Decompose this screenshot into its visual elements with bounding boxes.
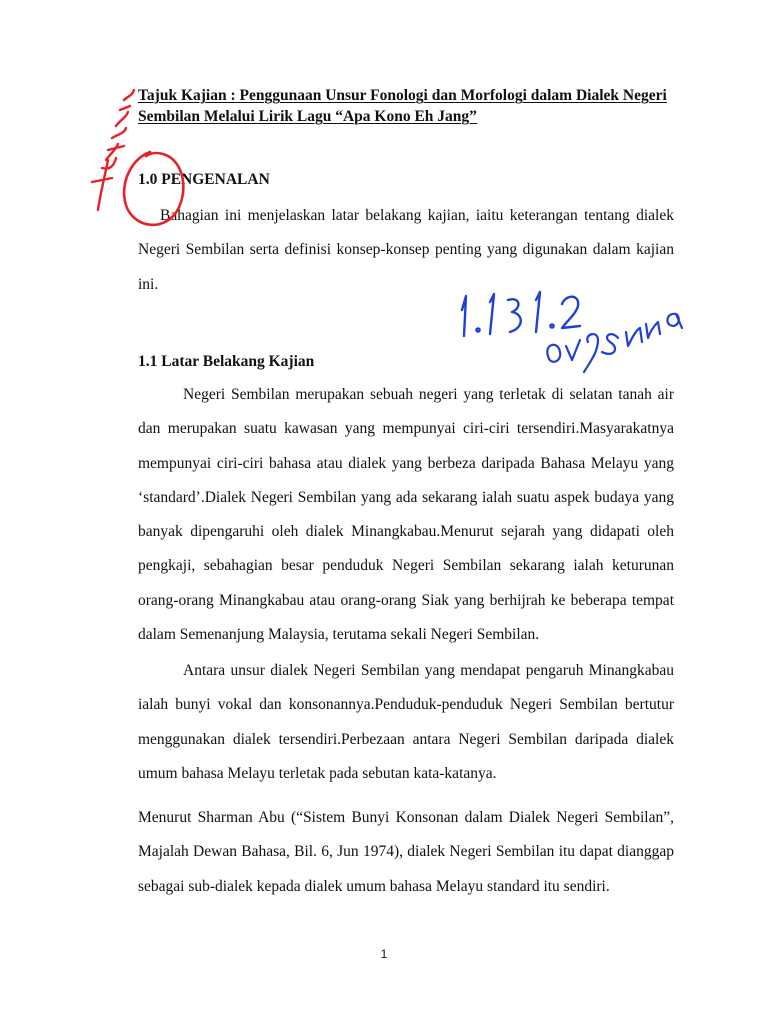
paragraph-latar-belakang-1: Negeri Sembilan merupakan sebuah negeri yang terletak di selatan tanah air dan merupakan suatu kawasan yang mempunyai ciri-ciri tersendiri.Masyarakatnya mempunyai ciri-ciri bahasa atau dialek yang berbeza daripada Bahasa Melayu yang ‘standard’.Dialek Negeri Sembilan yang ada sekarang ialah suatu aspek budaya yang banyak dipengaruhi oleh dialek Minangkabau.Menurut sejarah yang didapati oleh pengkaji, sebahagian besar penduduk Negeri Sembilan sekarang ialah keturunan orang-orang Minangkabau atau orang-orang Siak yang berhijrah ke beberapa tempat dalam Semenanjung Malaysia, terutama sekali Negeri Sembilan.	[138, 386, 674, 644]
red-note-tukar-ayat	[92, 90, 134, 210]
paragraph-latar-belakang-2: Antara unsur dialek Negeri Sembilan yang mendapat pengaruh Minangkabau ialah bunyi vokal dan konsonannya.Penduduk-penduduk Negeri Sembilan bertutur menggunakan dialek tersendiri.Perbezaan antara Negeri Sembilan daripada dialek umum bahasa Melayu terletak pada sebutan kata-katanya.	[138, 662, 674, 782]
page-number: 1	[380, 947, 388, 961]
paragraph-latar-belakang-3: Menurut Sharman Abu (“Sistem Bunyi Konsonan dalam Dialek Negeri Sembilan”, Majalah Dewan Bahasa, Bil. 6, Jun 1974), dialek Negeri Sembilan itu dapat dianggap sebagai sub-dialek kepada dialek umum bahasa Melayu standard itu sendiri.	[138, 809, 674, 895]
paragraph-pengenalan: Bahagian ini menjelaskan latar belakang kajian, iaitu keterangan tentang dialek Negeri Sembilan serta definisi konsep-konsep penting yang digunakan dalam kajian ini.	[138, 207, 674, 293]
blue-note-words	[547, 314, 682, 372]
section-heading-latar-belakang: 1.1 Latar Belakang Kajian	[138, 353, 315, 370]
section-heading-pengenalan: 1.0 PENGENALAN	[138, 171, 270, 188]
document-title: Tajuk Kajian : Penggunaan Unsur Fonologi dan Morfologi dalam Dialek Negeri Sembilan Melalui Lirik Lagu “Apa Kono Eh Jang”	[138, 87, 667, 125]
